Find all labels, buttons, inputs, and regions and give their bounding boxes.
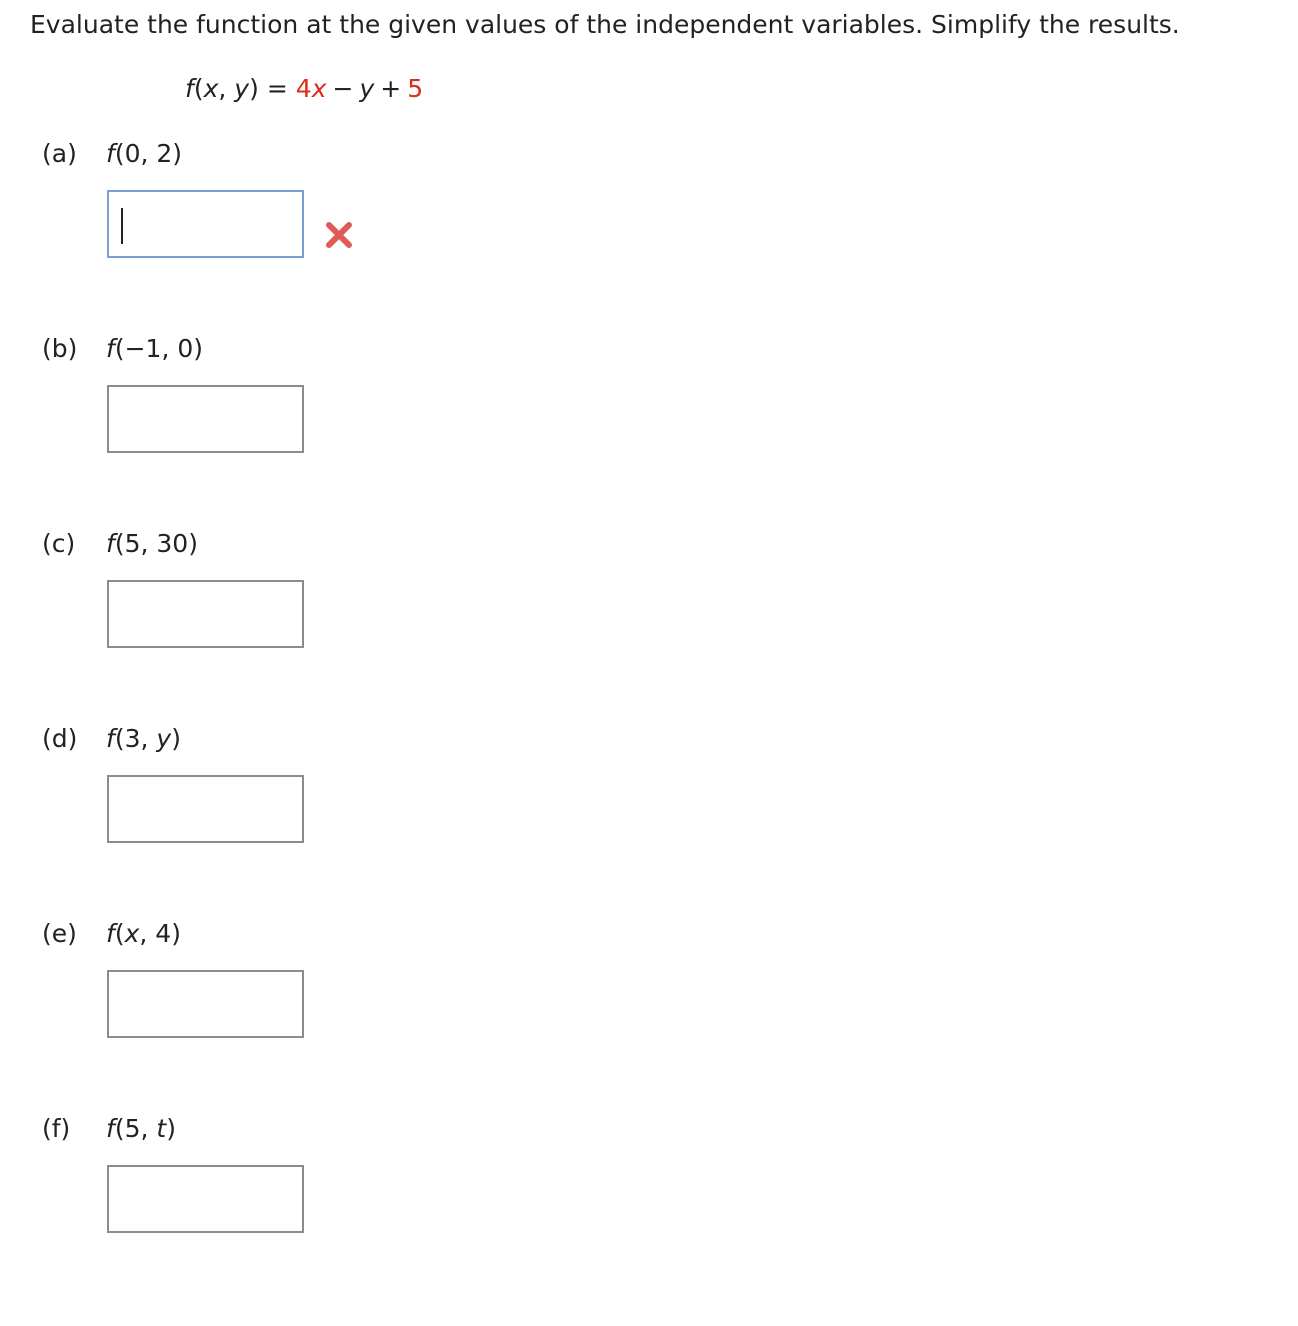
part-b-letter: (b)	[42, 334, 78, 363]
part-c-letter: (c)	[42, 529, 76, 558]
minus-sign: −	[332, 74, 354, 103]
part-e-label	[42, 917, 181, 951]
part-a-letter: (a)	[42, 139, 77, 168]
term-5: 5	[407, 74, 424, 103]
term-4x: 4x	[295, 74, 327, 103]
part-e-expression: f(x, 4)	[106, 919, 181, 948]
equals-sign: =	[266, 74, 288, 103]
part-d-expression: f(3, y)	[106, 724, 181, 753]
part-e-answer-input[interactable]	[107, 970, 304, 1038]
part-d-label	[42, 722, 181, 756]
part-f-label	[42, 1112, 176, 1146]
part-a-expression: f(0, 2)	[106, 139, 183, 168]
part-f-answer-input[interactable]	[107, 1165, 304, 1233]
term-y: y	[359, 74, 375, 103]
part-b-answer-input[interactable]	[107, 385, 304, 453]
part-d-letter: (d)	[42, 724, 78, 753]
part-c-answer-input[interactable]	[107, 580, 304, 648]
part-a-answer-input[interactable]	[107, 190, 304, 258]
function-definition	[185, 72, 423, 106]
text-caret	[121, 208, 123, 244]
part-b-expression: f(−1, 0)	[106, 334, 204, 363]
part-b-label	[42, 332, 203, 366]
plus-sign: +	[380, 74, 402, 103]
function-lhs: f(x, y)	[185, 74, 259, 103]
part-c-expression: f(5, 30)	[106, 529, 198, 558]
part-e-letter: (e)	[42, 919, 77, 948]
part-a-label	[42, 137, 182, 171]
part-f-letter: (f)	[42, 1114, 71, 1143]
x-mark-icon	[324, 220, 354, 250]
part-f-expression: f(5, t)	[106, 1114, 176, 1143]
part-d-answer-input[interactable]	[107, 775, 304, 843]
part-c-label	[42, 527, 198, 561]
instructions: Evaluate the function at the given values of the independent variables. Simplify the results.	[30, 10, 1180, 39]
